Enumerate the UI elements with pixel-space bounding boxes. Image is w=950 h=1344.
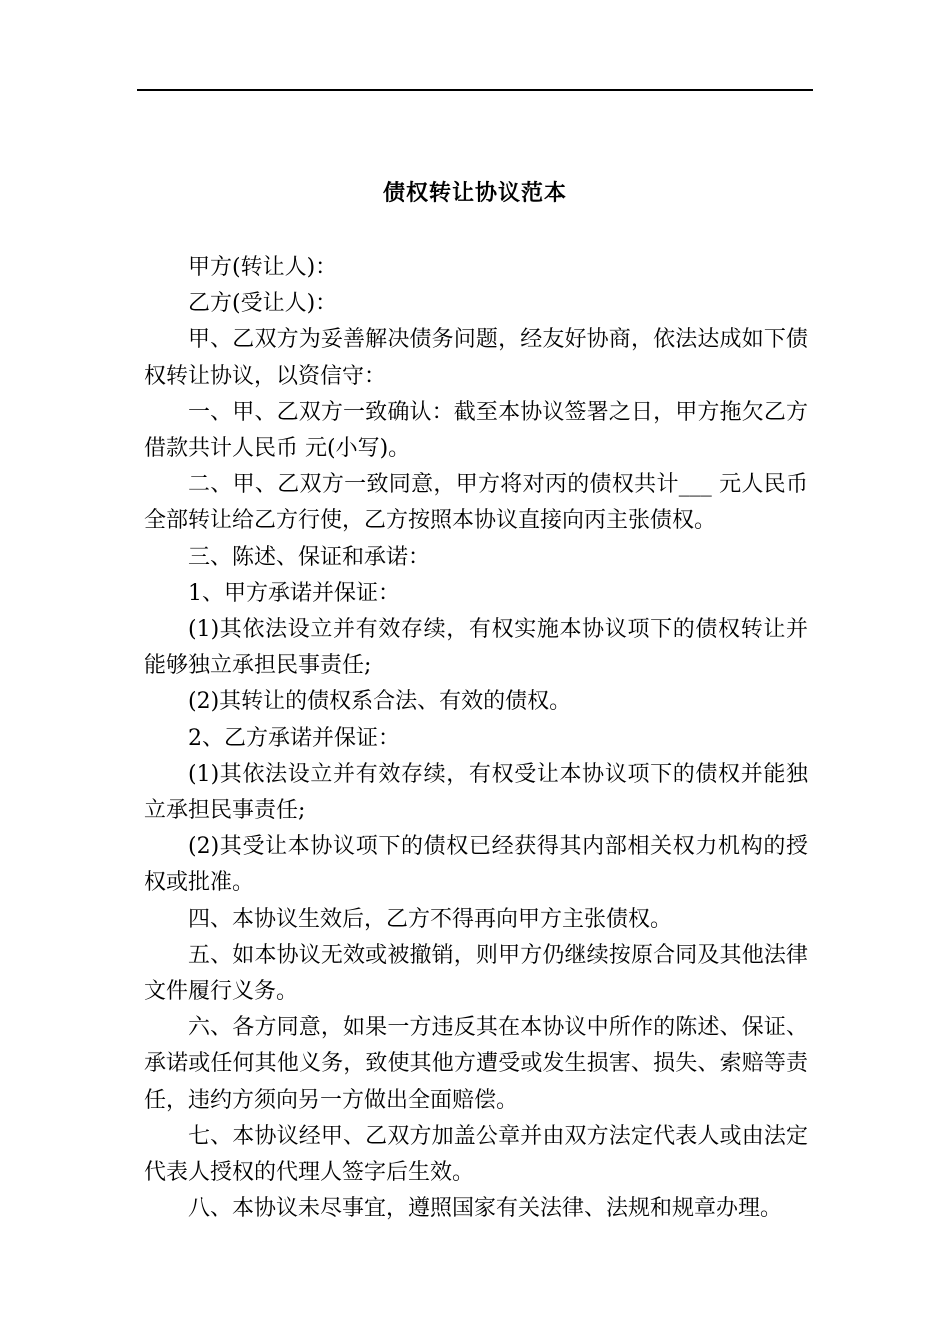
document-body	[144, 250, 808, 1227]
clause-3-2-heading: 2、乙方承诺并保证：	[188, 725, 400, 751]
preamble-paragraph: 甲、乙双方为妥善解决债务问题，经友好协商，依法达成如下债权转让协议，以资信守：	[144, 327, 808, 389]
clause-6: 六、各方同意，如果一方违反其在本协议中所作的陈述、保证、承诺或任何其他义务，致使其他方遭受或发生损害、损失、索赔等责任，违约方须向另一方做出全面赔偿。	[144, 1015, 808, 1113]
clause-3-1-heading: 1、甲方承诺并保证：	[188, 580, 400, 606]
party-a-line: 甲方(转让人)：	[188, 255, 338, 280]
clause-3-1-item-2: (2)其转让的债权系合法、有效的债权。	[188, 689, 572, 715]
document-title: 债权转让协议范本	[382, 181, 567, 206]
clause-3-2-item-1: (1)其依法设立并有效存续，有权受让本协议项下的债权并能独立承担民事责任;	[144, 761, 808, 824]
clause-4: 四、本协议生效后，乙方不得再向甲方主张债权。	[188, 906, 673, 932]
header-rule	[137, 89, 813, 91]
clause-3-heading: 三、陈述、保证和承诺：	[188, 544, 431, 570]
party-b-line: 乙方(受让人)：	[188, 291, 338, 317]
clause-3-2-item-2: (2)其受让本协议项下的债权已经获得其内部相关权力机构的授权或批准。	[144, 834, 808, 896]
clause-5: 五、如本协议无效或被撤销，则甲方仍继续按原合同及其他法律文件履行义务。	[144, 942, 808, 1005]
clause-1: 一、甲、乙双方一致确认：截至本协议签署之日，甲方拖欠乙方借款共计人民币 元(小写)。	[144, 399, 808, 462]
clause-2: 二、甲、乙双方一致同意，甲方将对丙的债权共计___ 元人民币全部转让给乙方行使，乙方按照本协议直接向丙主张债权。	[144, 472, 808, 534]
clause-8: 八、本协议未尽事宜，遵照国家有关法律、法规和规章办理。	[188, 1196, 783, 1222]
clause-7: 七、本协议经甲、乙双方加盖公章并由双方法定代表人或由法定代表人授权的代理人签字后生效。	[144, 1123, 808, 1186]
clause-3-1-item-1: (1)其依法设立并有效存续，有权实施本协议项下的债权转让并能够独立承担民事责任;	[144, 617, 808, 679]
